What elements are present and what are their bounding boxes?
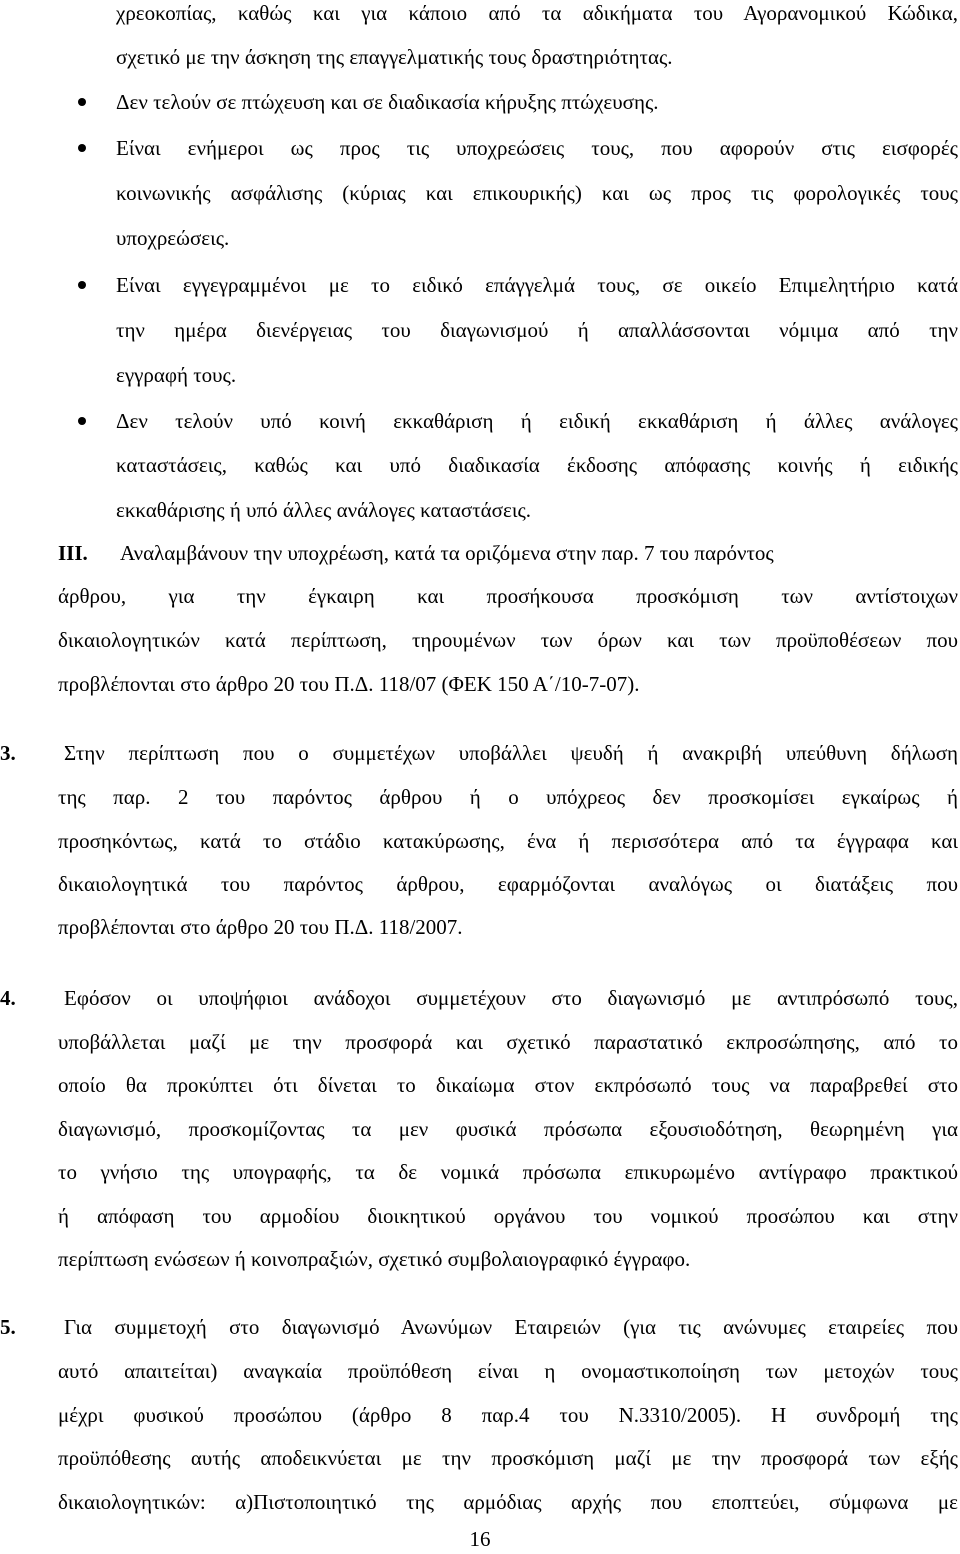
bullet-line: την ημέρα διενέργειας του διαγωνισμού ή απαλλάσσονται νόμιμα από την bbox=[116, 318, 958, 342]
paragraph-line: αυτό απαιτείται) αναγκαία προϋπόθεση είναι η ονομαστικοποίηση των μετοχών τους bbox=[58, 1359, 958, 1383]
paragraph-number: 4. bbox=[0, 986, 16, 1010]
bullet-line: χρεοκοπίας, καθώς και για κάποιο από τα αδικήματα του Αγορανομικού Κώδικα, bbox=[116, 1, 958, 25]
paragraph-line: της παρ. 2 του παρόντος άρθρου ή ο υπόχρεος δεν προσκομίσει εγκαίρως ή bbox=[58, 785, 958, 809]
bullet-dot bbox=[78, 417, 86, 425]
paragraph-line: προϋπόθεσης αυτής αποδεικνύεται με την προσκόμιση μαζί με την προσφορά των εξής bbox=[58, 1446, 958, 1470]
paragraph-first-line: Στην περίπτωση που ο συμμετέχων υποβάλλει ψευδή ή ανακριβή υπεύθυνη δήλωση bbox=[64, 741, 958, 765]
paragraph-number: 3. bbox=[0, 741, 16, 765]
bullet-line: καταστάσεις, καθώς και υπό διαδικασία έκδοσης απόφασης κοινής ή ειδικής bbox=[116, 453, 958, 477]
section-line: άρθρου, για την έγκαιρη και προσήκουσα προσκόμιση των αντίστοιχων bbox=[58, 584, 958, 608]
bullet-line: εγγραφή τους. bbox=[116, 363, 237, 387]
paragraph-line: δικαιολογητικά του παρόντος άρθρου, εφαρμόζονται αναλόγως οι διατάξεις που bbox=[58, 872, 958, 896]
paragraph-line: δικαιολογητικών: α)Πιστοποιητικό της αρμόδιας αρχής που εποπτεύει, σύμφωνα με bbox=[58, 1490, 958, 1514]
paragraph-line: προσηκόντως, κατά το στάδιο κατακύρωσης, ένα ή περισσότερα από τα έγγραφα και bbox=[58, 829, 958, 853]
paragraph-line: προβλέπονται στο άρθρο 20 του Π.Δ. 118/2007. bbox=[58, 915, 463, 939]
bullet-line: υποχρεώσεις. bbox=[116, 226, 230, 250]
paragraph-line: ή απόφαση του αρμοδίου διοικητικού οργάνου του νομικού προσώπου και στην bbox=[58, 1204, 958, 1228]
section-line: προβλέπονται στο άρθρο 20 του Π.Δ. 118/07 (ΦΕΚ 150 Α΄/10-7-07). bbox=[58, 672, 640, 696]
paragraph-line: οποίο θα προκύπτει ότι δίνεται το δικαίωμα στον εκπρόσωπό τους να παραβρεθεί στο bbox=[58, 1073, 958, 1097]
bullet-line: Δεν τελούν σε πτώχευση και σε διαδικασία κήρυξης πτώχευσης. bbox=[116, 90, 659, 114]
bullet-line: κοινωνικής ασφάλισης (κύριας και επικουρικής) και ως προς τις φορολογικές τους bbox=[116, 181, 958, 205]
bullet-dot bbox=[78, 144, 86, 152]
bullet-dot bbox=[78, 281, 86, 289]
paragraph-line: μέχρι φυσικού προσώπου (άρθρο 8 παρ.4 του Ν.3310/2005). Η συνδρομή της bbox=[58, 1403, 958, 1427]
bullet-line: σχετικό με την άσκηση της επαγγελματικής τους δραστηριότητας. bbox=[116, 45, 673, 69]
paragraph-line: υποβάλλεται μαζί με την προσφορά και σχετικό παραστατικό εκπροσώπησης, από το bbox=[58, 1030, 958, 1054]
paragraph-first-line: Εφόσον οι υποψήφιοι ανάδοχοι συμμετέχουν στο διαγωνισμό με αντιπρόσωπό τους, bbox=[64, 986, 958, 1010]
section-first-line: Αναλαμβάνουν την υποχρέωση, κατά τα οριζόμενα στην παρ. 7 του παρόντος bbox=[120, 541, 774, 565]
bullet-line: Είναι ενήμεροι ως προς τις υποχρεώσεις τους, που αφορούν στις εισφορές bbox=[116, 136, 958, 160]
paragraph-first-line: Για συμμετοχή στο διαγωνισμό Ανωνύμων Εταιρειών (για τις ανώνυμες εταιρείες που bbox=[64, 1315, 958, 1339]
paragraph-line: περίπτωση ενώσεων ή κοινοπραξιών, σχετικό συμβολαιογραφικό έγγραφο. bbox=[58, 1247, 691, 1271]
paragraph-line: διαγωνισμό, προσκομίζοντας τα μεν φυσικά πρόσωπα εξουσιοδότηση, θεωρημένη για bbox=[58, 1117, 958, 1141]
bullet-line: Δεν τελούν υπό κοινή εκκαθάριση ή ειδική εκκαθάριση ή άλλες ανάλογες bbox=[116, 409, 958, 433]
page-number: 16 bbox=[469, 1527, 491, 1551]
bullet-line: εκκαθάρισης ή υπό άλλες ανάλογες καταστάσεις. bbox=[116, 498, 532, 522]
paragraph-line: το γνήσιο της υπογραφής, τα δε νομικά πρόσωπα επικυρωμένο αντίγραφο πρακτικού bbox=[58, 1160, 958, 1184]
section-label: ΙΙΙ. bbox=[58, 541, 88, 565]
bullet-dot bbox=[78, 98, 86, 106]
section-line: δικαιολογητικών κατά περίπτωση, τηρουμένων των όρων και των προϋποθέσεων που bbox=[58, 628, 958, 652]
bullet-line: Είναι εγγεγραμμένοι με το ειδικό επάγγελμά τους, σε οικείο Επιμελητήριο κατά bbox=[116, 273, 958, 297]
paragraph-number: 5. bbox=[0, 1315, 16, 1339]
